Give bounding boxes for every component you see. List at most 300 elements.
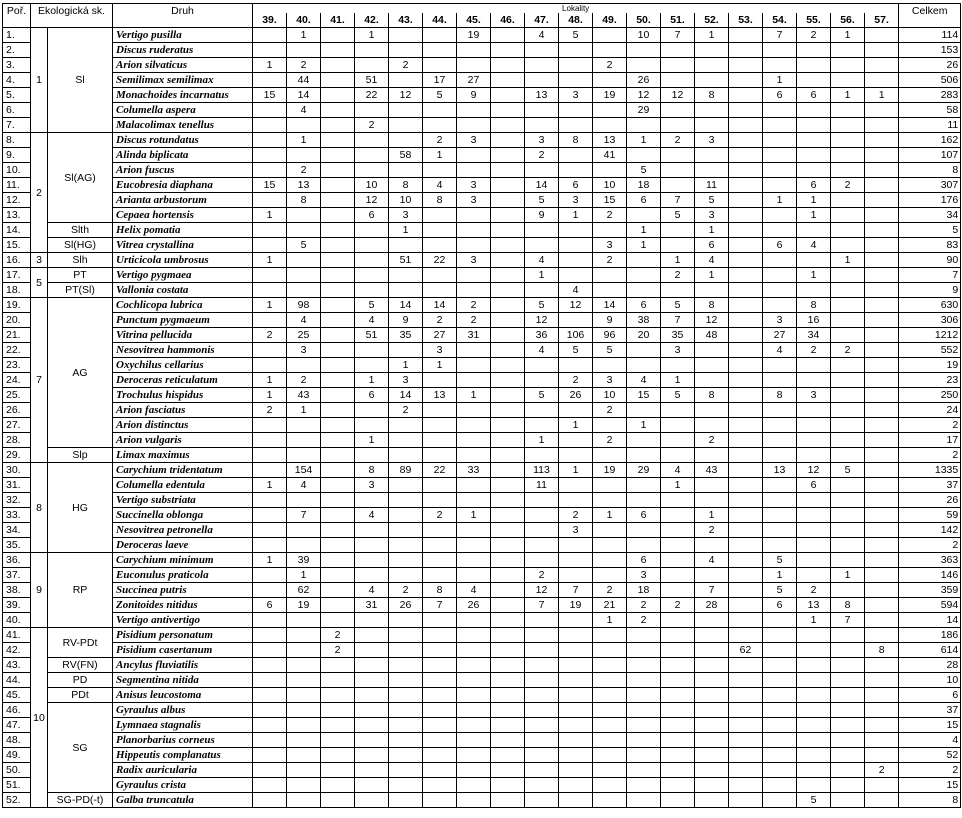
count-cell: 2 [593, 253, 627, 268]
count-cell [423, 433, 457, 448]
count-cell [729, 583, 763, 598]
count-cell [321, 328, 355, 343]
count-cell [729, 268, 763, 283]
count-cell [627, 628, 661, 643]
count-cell: 35 [661, 328, 695, 343]
row-number: 5. [3, 88, 31, 103]
count-cell [865, 523, 899, 538]
count-cell [423, 478, 457, 493]
count-cell [797, 523, 831, 538]
count-cell [491, 463, 525, 478]
count-cell: 3 [559, 523, 593, 538]
table-row [3, 388, 961, 403]
species-name: Trochulus hispidus [113, 388, 253, 403]
count-cell [695, 403, 729, 418]
count-cell [831, 658, 865, 673]
count-cell [865, 748, 899, 763]
total-cell: 2 [899, 538, 961, 553]
count-cell [593, 493, 627, 508]
count-cell [287, 658, 321, 673]
count-cell [729, 73, 763, 88]
count-cell [491, 388, 525, 403]
count-cell [321, 478, 355, 493]
count-cell [627, 58, 661, 73]
count-cell: 2 [627, 598, 661, 613]
count-cell: 1 [253, 208, 287, 223]
count-cell [661, 583, 695, 598]
count-cell [661, 718, 695, 733]
count-cell [525, 403, 559, 418]
count-cell [491, 598, 525, 613]
count-cell [559, 538, 593, 553]
count-cell: 8 [423, 193, 457, 208]
count-cell [525, 538, 559, 553]
count-cell [661, 448, 695, 463]
count-cell [253, 268, 287, 283]
count-cell [797, 553, 831, 568]
count-cell: 3 [559, 193, 593, 208]
count-cell [525, 103, 559, 118]
count-cell [763, 448, 797, 463]
total-cell: 58 [899, 103, 961, 118]
table-row [3, 598, 961, 613]
count-cell: 14 [593, 298, 627, 313]
count-cell: 2 [525, 568, 559, 583]
count-cell [593, 658, 627, 673]
total-cell: 5 [899, 223, 961, 238]
location-header: 41. [321, 13, 355, 28]
count-cell [763, 163, 797, 178]
table-row [3, 343, 961, 358]
count-cell [491, 373, 525, 388]
header-por: Poř. [3, 4, 31, 28]
count-cell [423, 403, 457, 418]
count-cell [253, 133, 287, 148]
count-cell [559, 58, 593, 73]
row-number: 20. [3, 313, 31, 328]
count-cell [865, 733, 899, 748]
count-cell [763, 178, 797, 193]
count-cell [287, 748, 321, 763]
count-cell: 62 [729, 643, 763, 658]
location-header: 54. [763, 13, 797, 28]
row-number: 22. [3, 343, 31, 358]
count-cell [423, 418, 457, 433]
count-cell [525, 763, 559, 778]
count-cell [865, 28, 899, 43]
count-cell [729, 403, 763, 418]
count-cell: 7 [661, 193, 695, 208]
table-row [3, 328, 961, 343]
count-cell [763, 268, 797, 283]
species-name: Galba truncatula [113, 793, 253, 808]
count-cell [865, 478, 899, 493]
count-cell: 29 [627, 463, 661, 478]
count-cell [729, 118, 763, 133]
count-cell [661, 778, 695, 793]
table-row [3, 268, 961, 283]
count-cell [457, 748, 491, 763]
count-cell: 6 [627, 508, 661, 523]
count-cell: 1 [695, 508, 729, 523]
count-cell: 1 [253, 298, 287, 313]
count-cell [593, 763, 627, 778]
count-cell [763, 628, 797, 643]
count-cell [253, 313, 287, 328]
count-cell [389, 163, 423, 178]
count-cell: 5 [559, 28, 593, 43]
species-name: Semilimax semilimax [113, 73, 253, 88]
count-cell: 2 [253, 328, 287, 343]
count-cell [525, 673, 559, 688]
count-cell [593, 358, 627, 373]
count-cell [695, 343, 729, 358]
count-cell: 6 [763, 238, 797, 253]
count-cell [695, 283, 729, 298]
count-cell [491, 538, 525, 553]
count-cell [389, 103, 423, 118]
count-cell: 1 [865, 88, 899, 103]
count-cell [865, 343, 899, 358]
count-cell [865, 163, 899, 178]
species-name: Vallonia costata [113, 283, 253, 298]
count-cell: 43 [287, 388, 321, 403]
count-cell [355, 223, 389, 238]
count-cell [423, 118, 457, 133]
count-cell [559, 613, 593, 628]
count-cell [865, 688, 899, 703]
count-cell [355, 658, 389, 673]
count-cell [593, 793, 627, 808]
count-cell: 22 [423, 253, 457, 268]
count-cell [729, 433, 763, 448]
count-cell [763, 58, 797, 73]
count-cell [559, 568, 593, 583]
count-cell: 4 [695, 553, 729, 568]
count-cell [865, 313, 899, 328]
species-name: Planorbarius corneus [113, 733, 253, 748]
count-cell [797, 133, 831, 148]
count-cell [729, 718, 763, 733]
count-cell [491, 43, 525, 58]
table-row [3, 88, 961, 103]
count-cell [695, 418, 729, 433]
species-name: Gyraulus crista [113, 778, 253, 793]
count-cell [491, 208, 525, 223]
count-cell [763, 658, 797, 673]
count-cell: 1 [559, 208, 593, 223]
count-cell: 19 [457, 28, 491, 43]
count-cell: 15 [253, 178, 287, 193]
count-cell [763, 643, 797, 658]
count-cell [661, 223, 695, 238]
species-name: Pisidium casertanum [113, 643, 253, 658]
ecology-group: 9 [31, 553, 48, 628]
count-cell [559, 628, 593, 643]
count-cell: 11 [525, 478, 559, 493]
count-cell: 19 [287, 598, 321, 613]
count-cell [865, 703, 899, 718]
count-cell [457, 493, 491, 508]
count-cell [321, 73, 355, 88]
count-cell [423, 223, 457, 238]
count-cell [831, 328, 865, 343]
count-cell [593, 748, 627, 763]
count-cell: 1 [253, 373, 287, 388]
count-cell [253, 643, 287, 658]
count-cell [355, 553, 389, 568]
count-cell [865, 148, 899, 163]
count-cell [763, 223, 797, 238]
count-cell: 12 [627, 88, 661, 103]
count-cell [525, 373, 559, 388]
total-cell: 10 [899, 673, 961, 688]
count-cell [729, 58, 763, 73]
location-header: 40. [287, 13, 321, 28]
total-cell: 142 [899, 523, 961, 538]
count-cell [865, 373, 899, 388]
table-row [3, 148, 961, 163]
count-cell: 8 [287, 193, 321, 208]
count-cell [389, 793, 423, 808]
count-cell [559, 733, 593, 748]
count-cell [763, 478, 797, 493]
count-cell [355, 703, 389, 718]
count-cell [695, 643, 729, 658]
count-cell [831, 628, 865, 643]
count-cell: 2 [287, 58, 321, 73]
count-cell: 2 [661, 598, 695, 613]
count-cell [491, 418, 525, 433]
count-cell [831, 133, 865, 148]
count-cell [491, 193, 525, 208]
count-cell [763, 763, 797, 778]
count-cell [627, 748, 661, 763]
count-cell [423, 763, 457, 778]
species-name: Hippeutis complanatus [113, 748, 253, 763]
row-number: 12. [3, 193, 31, 208]
count-cell [525, 658, 559, 673]
count-cell [355, 613, 389, 628]
species-name: Ancylus fluviatilis [113, 658, 253, 673]
count-cell [287, 43, 321, 58]
row-number: 4. [3, 73, 31, 88]
count-cell [321, 538, 355, 553]
count-cell [457, 688, 491, 703]
count-cell: 2 [287, 373, 321, 388]
count-cell [321, 313, 355, 328]
count-cell [797, 643, 831, 658]
count-cell: 7 [661, 313, 695, 328]
count-cell [593, 268, 627, 283]
count-cell [491, 163, 525, 178]
count-cell [627, 793, 661, 808]
count-cell [389, 568, 423, 583]
count-cell [831, 238, 865, 253]
count-cell [457, 208, 491, 223]
row-number: 50. [3, 763, 31, 778]
species-name: Nesovitrea petronella [113, 523, 253, 538]
count-cell [627, 283, 661, 298]
total-cell: 114 [899, 28, 961, 43]
total-cell: 2 [899, 418, 961, 433]
count-cell: 7 [763, 28, 797, 43]
count-cell [491, 133, 525, 148]
total-cell: 37 [899, 703, 961, 718]
count-cell: 2 [797, 343, 831, 358]
count-cell [321, 283, 355, 298]
count-cell: 1 [389, 223, 423, 238]
count-cell: 17 [423, 73, 457, 88]
count-cell: 1 [831, 253, 865, 268]
count-cell [763, 703, 797, 718]
total-cell: 4 [899, 733, 961, 748]
count-cell [457, 418, 491, 433]
count-cell [559, 748, 593, 763]
table-row [3, 298, 961, 313]
count-cell: 6 [797, 178, 831, 193]
count-cell: 5 [525, 298, 559, 313]
count-cell [559, 643, 593, 658]
count-cell [491, 643, 525, 658]
count-cell [729, 43, 763, 58]
count-cell [355, 253, 389, 268]
count-cell: 27 [457, 73, 491, 88]
count-cell: 3 [457, 178, 491, 193]
count-cell [355, 643, 389, 658]
count-cell [831, 793, 865, 808]
count-cell [797, 628, 831, 643]
count-cell: 7 [287, 508, 321, 523]
row-number: 3. [3, 58, 31, 73]
count-cell [491, 493, 525, 508]
count-cell [559, 43, 593, 58]
count-cell [729, 763, 763, 778]
count-cell [729, 163, 763, 178]
count-cell [287, 688, 321, 703]
table-row [3, 478, 961, 493]
count-cell [389, 718, 423, 733]
count-cell [729, 508, 763, 523]
count-cell [457, 283, 491, 298]
count-cell [729, 238, 763, 253]
count-cell [491, 553, 525, 568]
species-name: Discus rotundatus [113, 133, 253, 148]
table-row [3, 448, 961, 463]
count-cell: 27 [763, 328, 797, 343]
total-cell: 146 [899, 568, 961, 583]
count-cell [593, 733, 627, 748]
count-cell [593, 568, 627, 583]
count-cell: 4 [661, 463, 695, 478]
count-cell [491, 673, 525, 688]
count-cell: 2 [423, 313, 457, 328]
count-cell: 6 [253, 598, 287, 613]
count-cell: 2 [253, 403, 287, 418]
count-cell [525, 688, 559, 703]
count-cell [321, 208, 355, 223]
count-cell [797, 703, 831, 718]
count-cell [253, 193, 287, 208]
count-cell [355, 283, 389, 298]
ecology-group: 10 [31, 628, 48, 808]
count-cell [457, 733, 491, 748]
count-cell [729, 178, 763, 193]
row-number: 45. [3, 688, 31, 703]
count-cell [423, 688, 457, 703]
count-cell: 18 [627, 178, 661, 193]
count-cell [661, 538, 695, 553]
count-cell [287, 538, 321, 553]
table-row [3, 208, 961, 223]
count-cell [457, 163, 491, 178]
count-cell [865, 658, 899, 673]
species-name: Gyraulus albus [113, 703, 253, 718]
count-cell [253, 778, 287, 793]
row-number: 32. [3, 493, 31, 508]
count-cell [763, 433, 797, 448]
count-cell [321, 268, 355, 283]
count-cell [729, 673, 763, 688]
total-cell: 107 [899, 148, 961, 163]
count-cell: 2 [661, 133, 695, 148]
ecology-group: 7 [31, 298, 48, 463]
count-cell [491, 583, 525, 598]
count-cell [389, 493, 423, 508]
total-cell: 24 [899, 403, 961, 418]
count-cell [763, 688, 797, 703]
count-cell [695, 493, 729, 508]
count-cell [423, 793, 457, 808]
count-cell: 10 [593, 178, 627, 193]
count-cell: 12 [525, 583, 559, 598]
count-cell [253, 148, 287, 163]
count-cell [253, 163, 287, 178]
count-cell: 5 [763, 583, 797, 598]
count-cell: 2 [355, 118, 389, 133]
count-cell [831, 313, 865, 328]
count-cell: 4 [525, 28, 559, 43]
count-cell: 19 [593, 88, 627, 103]
count-cell [559, 493, 593, 508]
species-name: Carychium minimum [113, 553, 253, 568]
count-cell [627, 778, 661, 793]
count-cell [763, 283, 797, 298]
count-cell [695, 73, 729, 88]
count-cell [423, 748, 457, 763]
count-cell [355, 343, 389, 358]
count-cell [695, 613, 729, 628]
count-cell: 2 [525, 148, 559, 163]
count-cell [559, 718, 593, 733]
count-cell: 3 [797, 388, 831, 403]
table-row [3, 673, 961, 688]
row-number: 48. [3, 733, 31, 748]
count-cell [627, 253, 661, 268]
header-ekologicka-sk: Ekologická sk. [31, 4, 113, 28]
count-cell [797, 748, 831, 763]
count-cell: 26 [457, 598, 491, 613]
ecology-subgroup: Slp [48, 448, 113, 463]
ecology-subgroup: Slh [48, 253, 113, 268]
count-cell [423, 568, 457, 583]
count-cell [865, 553, 899, 568]
count-cell [321, 298, 355, 313]
table-row [3, 433, 961, 448]
count-cell: 5 [661, 208, 695, 223]
count-cell [491, 718, 525, 733]
count-cell [287, 268, 321, 283]
